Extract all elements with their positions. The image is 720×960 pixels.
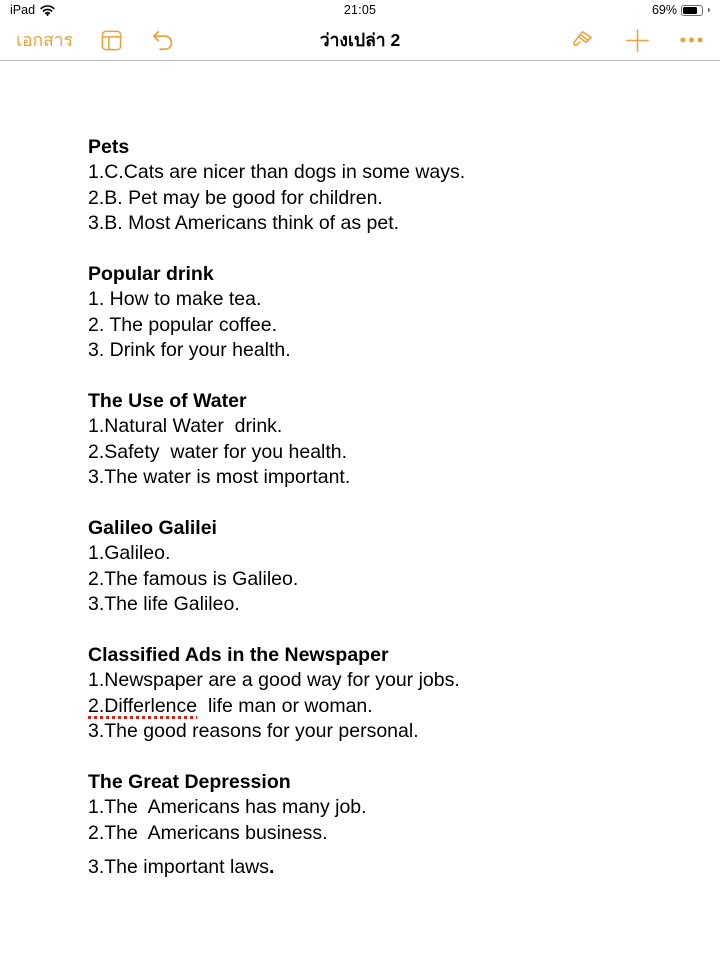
text-run: 3.The life Galileo.: [88, 593, 240, 616]
battery-icon: [681, 5, 703, 16]
document-title: ว่างเปล่า 2: [319, 30, 401, 50]
status-time: 21:05: [343, 3, 377, 17]
view-options-icon[interactable]: [100, 29, 123, 52]
undo-icon[interactable]: [150, 28, 175, 52]
text-run: 3.The important laws: [88, 856, 269, 879]
text-run: 1.C.Cats are nicer than dogs in some ways.: [88, 161, 466, 184]
text-run: 1.Natural Water drink.: [88, 415, 283, 438]
text-run: 1.The Americans has many job.: [88, 796, 367, 819]
format-brush-icon[interactable]: [569, 27, 596, 53]
document-section: [88, 643, 690, 745]
documents-back-button[interactable]: เอกสาร: [16, 30, 73, 50]
text-run: 1. How to make tea.: [88, 288, 262, 311]
document-line: [88, 338, 690, 363]
text-run: 3. Drink for your health.: [88, 339, 291, 362]
text-run: 2.B. Pet may be good for children.: [88, 186, 383, 209]
text-run: 1.Newspaper are a good way for your jobs.: [88, 669, 460, 692]
document-line: [88, 668, 690, 693]
text-run: 3.B. Most Americans think of as pet.: [88, 212, 400, 235]
document-section: [88, 516, 690, 618]
battery-nub: [708, 8, 710, 12]
document-body: [88, 135, 690, 881]
document-line: [88, 592, 690, 617]
document-line: [88, 821, 690, 846]
more-icon[interactable]: [679, 35, 704, 45]
document-section: [88, 262, 690, 364]
section-heading: The Use of Water: [88, 390, 247, 413]
section-heading: Pets: [88, 136, 130, 158]
document-line: [88, 160, 690, 185]
device-label: iPad: [10, 3, 36, 17]
text-run: life man or woman.: [197, 694, 373, 717]
text-run: 3.The good reasons for your personal.: [88, 720, 419, 743]
document-line: [88, 567, 690, 592]
document-line: [88, 211, 690, 236]
section-heading: The Great Depression: [88, 771, 291, 794]
document-line: [88, 465, 690, 490]
text-run: 2.The famous is Galileo.: [88, 567, 299, 590]
document-line: [88, 313, 690, 338]
section-heading: Popular drink: [88, 263, 214, 286]
document-line: [88, 440, 690, 465]
battery-percent: 69%: [651, 3, 677, 17]
document-line: [88, 719, 690, 744]
document-canvas[interactable]: [0, 62, 720, 960]
document-line: [88, 186, 690, 211]
text-run: .: [269, 856, 275, 879]
status-bar: [0, 0, 720, 20]
document-line: [88, 855, 690, 880]
document-line: [88, 414, 690, 439]
section-heading: Classified Ads in the Newspaper: [88, 644, 389, 667]
document-line: [88, 541, 690, 566]
spellcheck-underlined-word[interactable]: 2.Differlence: [88, 694, 198, 717]
document-line: [88, 694, 690, 719]
add-icon[interactable]: [624, 27, 651, 54]
document-line: [88, 287, 690, 312]
toolbar: [0, 20, 720, 61]
text-run: 1.Galileo.: [88, 542, 171, 565]
document-section: [88, 770, 690, 881]
section-heading: Galileo Galilei: [88, 517, 217, 540]
document-section: [88, 135, 690, 237]
text-run: 3.The water is most important.: [88, 466, 351, 489]
text-run: 2. The popular coffee.: [88, 313, 278, 336]
wifi-icon: [40, 4, 55, 16]
document-line: [88, 795, 690, 820]
text-run: 2.The Americans business.: [88, 821, 328, 844]
text-run: 2.Safety water for you health.: [88, 440, 348, 463]
document-section: [88, 389, 690, 491]
